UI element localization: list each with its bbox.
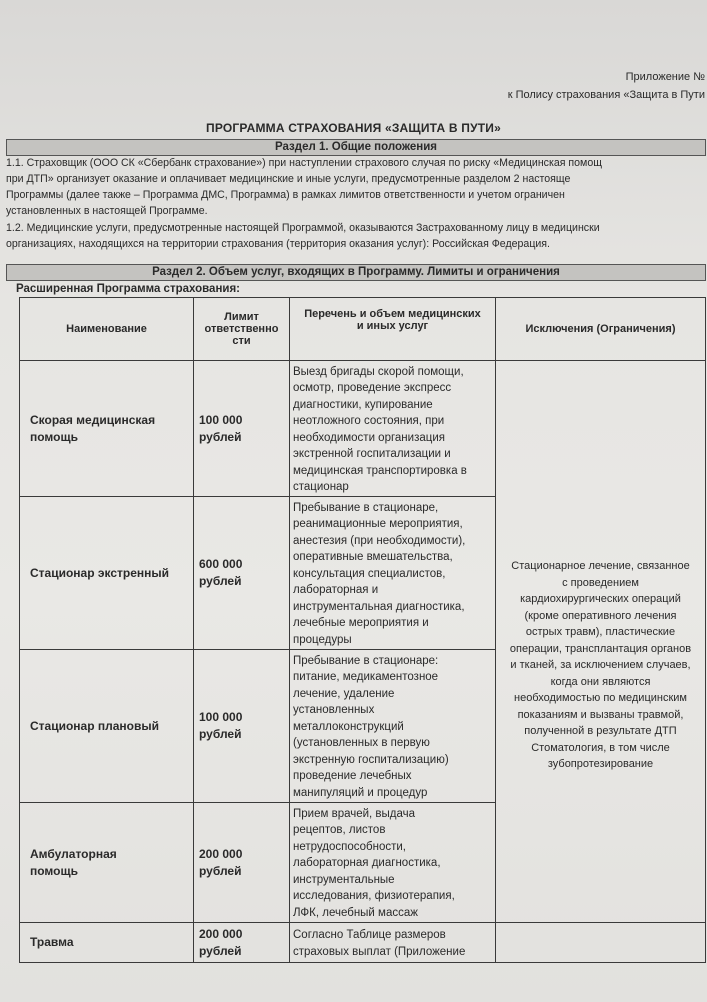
header-limit-line: Лимит — [224, 311, 259, 323]
service-list — [290, 803, 496, 923]
header-services-line: и иных услуг — [356, 320, 429, 332]
section-1-line: установленных в настоящей Программе. — [6, 205, 208, 217]
service-line: лабораторная диагностика, — [293, 857, 441, 870]
service-line: страховых выплат (Приложение — [293, 945, 466, 958]
service-name-line: Стационар экстренный — [30, 565, 170, 580]
service-limit — [194, 803, 290, 923]
service-list — [290, 497, 496, 650]
exclusion-line: и тканей, за исключением случаев, — [510, 659, 691, 672]
exclusions-cell — [496, 361, 706, 923]
header-exclusions: Исключения (Ограничения) — [496, 298, 706, 361]
service-line: лабораторная и — [293, 584, 379, 597]
table-row — [20, 361, 706, 497]
service-limit — [194, 361, 290, 497]
exclusion-line: Стационарное лечение, связанное — [511, 560, 690, 573]
service-name-line: Скорая медицинская — [30, 412, 156, 427]
exclusions-cell-empty — [496, 923, 706, 963]
service-line: лечебные мероприятия и — [293, 617, 429, 630]
service-limit — [194, 497, 290, 650]
service-limit — [194, 923, 290, 963]
table-header-row — [20, 298, 706, 361]
header-limit-line: ответственно — [204, 323, 279, 335]
service-line: проведение лечебных — [293, 770, 412, 783]
exclusion-line: зубопротезирование — [547, 758, 654, 771]
program-table — [19, 297, 706, 963]
exclusion-line: с проведением — [562, 576, 639, 589]
exclusion-line: необходимостью по медицинским — [514, 692, 687, 705]
exclusion-line: острых травм), пластические — [525, 626, 676, 639]
service-line: необходимости организация — [293, 431, 445, 444]
service-line: стационар — [293, 481, 349, 493]
service-line: манипуляций и процедур — [293, 786, 428, 799]
header-name: Наименование — [20, 298, 194, 361]
service-line: реанимационные мероприятия, — [293, 518, 463, 531]
limit-amount: 600 000 — [199, 557, 243, 571]
service-line: Прием врачей, выдача — [293, 807, 416, 820]
service-line: анестезия (при необходимости), — [293, 534, 466, 547]
section-1-line: 1.1. Страховщик (ООО СК «Сбербанк страхование») при наступлении страхового случая по риску «Медицинская помощ — [6, 157, 602, 169]
limit-amount: 100 000 — [199, 710, 243, 724]
service-line: лечение, удаление — [293, 687, 395, 700]
service-name-line: помощь — [30, 429, 78, 444]
service-name — [20, 650, 194, 803]
service-list — [290, 650, 496, 803]
service-line: медицинская транспортировка в — [293, 464, 467, 477]
service-line: установленных — [293, 704, 375, 717]
limit-amount: 200 000 — [199, 846, 243, 861]
service-line: ЛФК, лечебный массаж — [293, 906, 418, 919]
program-subtitle: Расширенная Программа страхования: — [16, 283, 241, 295]
exclusion-line: когда они являются — [550, 675, 651, 688]
limit-currency: рублей — [199, 727, 242, 741]
document-title: ПРОГРАММА СТРАХОВАНИЯ «ЗАЩИТА В ПУТИ» — [206, 121, 501, 135]
service-line: Выезд бригады скорой помощи, — [293, 365, 464, 378]
service-name-line: Травма — [30, 935, 74, 949]
service-line: питание, медикаментозное — [293, 671, 439, 684]
service-line: экстренной госпитализации и — [293, 448, 451, 460]
service-name-line: Амбулаторная — [30, 846, 117, 861]
service-line: осмотр, проведение экспресс — [293, 382, 452, 394]
limit-currency: рублей — [199, 429, 242, 444]
header-limit-line: сти — [232, 335, 251, 347]
service-name-line: Стационар плановый — [30, 718, 160, 733]
service-limit — [194, 650, 290, 803]
service-line: металлоконструкций — [293, 720, 404, 733]
exclusion-line: полученной в результате ДТП — [524, 725, 677, 738]
exclusion-line: операции, трансплантация органов — [509, 642, 692, 655]
appendix-number: Приложение № — [625, 71, 705, 83]
limit-amount: 200 000 — [199, 926, 243, 941]
service-name — [20, 803, 194, 923]
service-name — [20, 361, 194, 497]
service-line: Согласно Таблице размеров — [293, 929, 446, 941]
section-1-heading: Раздел 1. Общие положения — [6, 139, 706, 156]
service-line: неотложного состояния, при — [293, 415, 445, 427]
service-line: рецептов, листов — [293, 824, 386, 837]
table-row — [20, 923, 706, 963]
limit-currency: рублей — [199, 863, 242, 878]
limit-currency: рублей — [199, 574, 242, 588]
appendix-policy-ref: к Полису страхования «Защита в Пути — [507, 89, 705, 101]
service-line: Пребывание в стационаре, — [293, 501, 439, 514]
section-1-line: при ДТП» организует оказание и оплачивает медицинские и иные услуги, предусмотренные разделом 2 настояще — [6, 173, 571, 185]
service-line: диагностики, купирование — [293, 398, 433, 411]
service-line: (установленных в первую — [293, 737, 430, 750]
header-limit — [194, 298, 290, 361]
service-line: инструментальная диагностика, — [293, 600, 465, 613]
section-1-line: Программы (далее также – Программа ДМС, Программа) в рамках лимитов ответственности и учетом ограничен — [6, 189, 565, 201]
header-services — [290, 298, 496, 361]
service-line: инструментальные — [293, 873, 395, 886]
service-line: исследования, физиотерапия, — [293, 890, 455, 903]
limit-currency: рублей — [199, 943, 242, 958]
limit-amount: 100 000 — [199, 412, 243, 427]
exclusion-line: показаниям и вызваны травмой, — [517, 708, 684, 721]
service-list — [290, 361, 496, 497]
section-1-line: организациях, находящихся на территории страхования (территория оказания услуг): Российская Федерация. — [6, 238, 550, 250]
service-name — [20, 923, 194, 963]
service-line: консультация специалистов, — [293, 567, 446, 580]
exclusion-line: (кроме оперативного лечения — [524, 609, 677, 622]
section-1-line: 1.2. Медицинские услуги, предусмотренные настоящей Программой, оказываются Застрахованному лицу в медицински — [6, 222, 600, 234]
service-line: оперативные вмешательства, — [293, 551, 453, 564]
service-line: Пребывание в стационаре: — [293, 654, 439, 667]
service-name-line: помощь — [30, 863, 78, 878]
exclusion-line: Стоматология, в том числе — [531, 741, 670, 754]
service-name — [20, 497, 194, 650]
service-line: процедуры — [293, 633, 352, 646]
section-2-heading: Раздел 2. Объем услуг, входящих в Программу. Лимиты и ограничения — [6, 264, 706, 281]
service-list — [290, 923, 496, 963]
header-services-line: Перечень и объем медицинских — [304, 308, 481, 320]
service-line: нетрудоспособности, — [293, 840, 406, 853]
exclusion-line: кардиохирургических операций — [520, 593, 681, 606]
service-line: экстренную госпитализацию) — [293, 753, 449, 766]
